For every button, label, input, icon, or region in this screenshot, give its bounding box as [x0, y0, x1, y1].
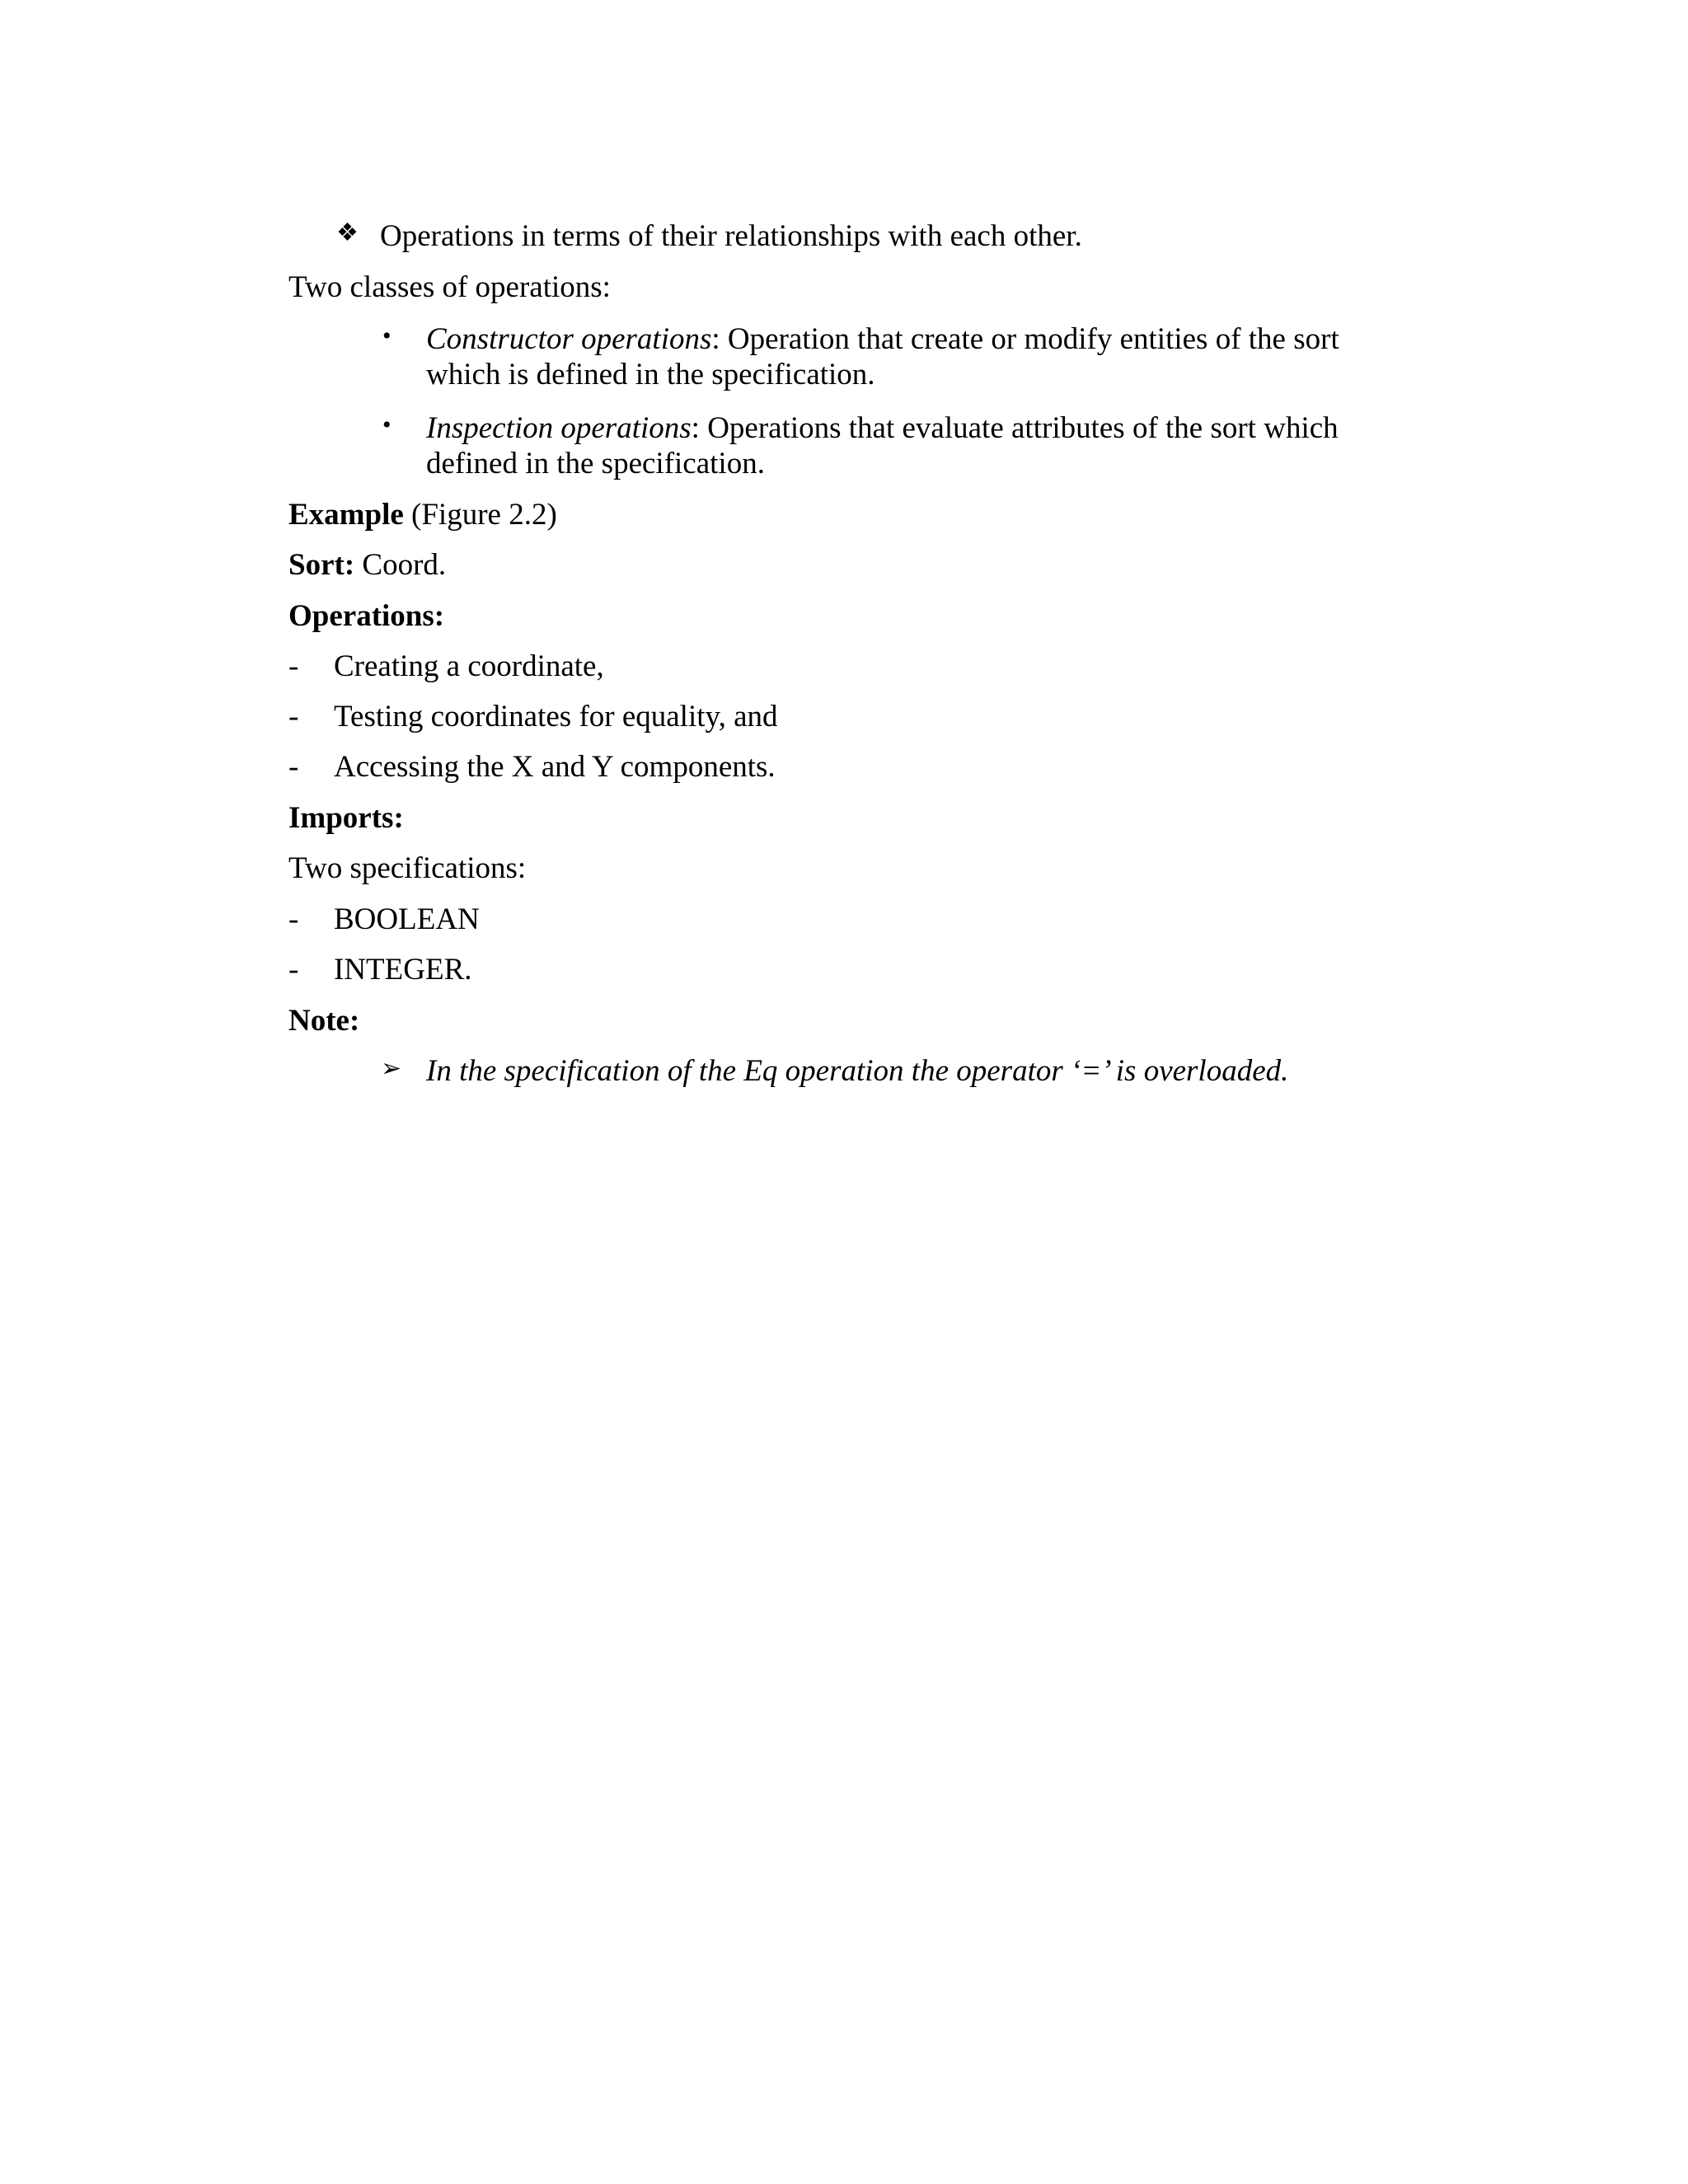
operation-item: Accessing the X and Y components. — [334, 750, 776, 784]
operation-item: Testing coordinates for equality, and — [334, 700, 778, 733]
sort-label: Sort: — [288, 548, 355, 582]
inspection-ops-sep: : — [691, 411, 700, 445]
operation-item: Creating a coordinate, — [334, 649, 604, 683]
dash-marker: - — [288, 750, 299, 784]
constructor-ops-sep: : — [711, 322, 720, 356]
imports-heading: Imports: — [288, 801, 404, 835]
imports-intro: Two specifications: — [288, 851, 527, 885]
example-rest: (Figure 2.2) — [403, 498, 557, 532]
classes-intro: Two classes of operations: — [288, 270, 611, 304]
example-label: Example — [288, 498, 404, 532]
operations-heading: Operations: — [288, 599, 445, 633]
inspection-ops-line1 — [426, 413, 1339, 443]
dash-marker: - — [288, 700, 299, 733]
sort-line — [288, 550, 446, 580]
top-bullet-text: Operations in terms of their relationships with each other. — [380, 219, 1082, 253]
diamond-bullet-icon: ❖ — [336, 219, 359, 246]
inspection-ops-line2: defined in the specification. — [426, 447, 765, 480]
note-heading: Note: — [288, 1004, 360, 1038]
import-item: INTEGER. — [334, 953, 472, 987]
dash-marker: - — [288, 649, 299, 683]
import-item: BOOLEAN — [334, 902, 480, 936]
note-text: In the specification of the Eq operation the operator ‘=’ is overloaded. — [426, 1054, 1289, 1088]
example-line — [288, 499, 557, 530]
bullet-dot-icon: • — [382, 322, 392, 349]
constructor-ops-term: Constructor operations — [426, 322, 712, 356]
dash-marker: - — [288, 953, 299, 987]
constructor-ops-desc1: Operation that create or modify entities of the sort — [720, 322, 1339, 356]
inspection-ops-term: Inspection operations — [426, 411, 692, 445]
constructor-ops-line2: which is defined in the specification. — [426, 358, 875, 391]
inspection-ops-desc1: Operations that evaluate attributes of the sort which — [699, 411, 1339, 445]
sort-value: Coord. — [354, 548, 447, 582]
dash-marker: - — [288, 902, 299, 936]
constructor-ops-line1 — [426, 324, 1339, 354]
bullet-dot-icon: • — [382, 411, 392, 438]
arrow-bullet-icon: ➢ — [381, 1055, 402, 1082]
